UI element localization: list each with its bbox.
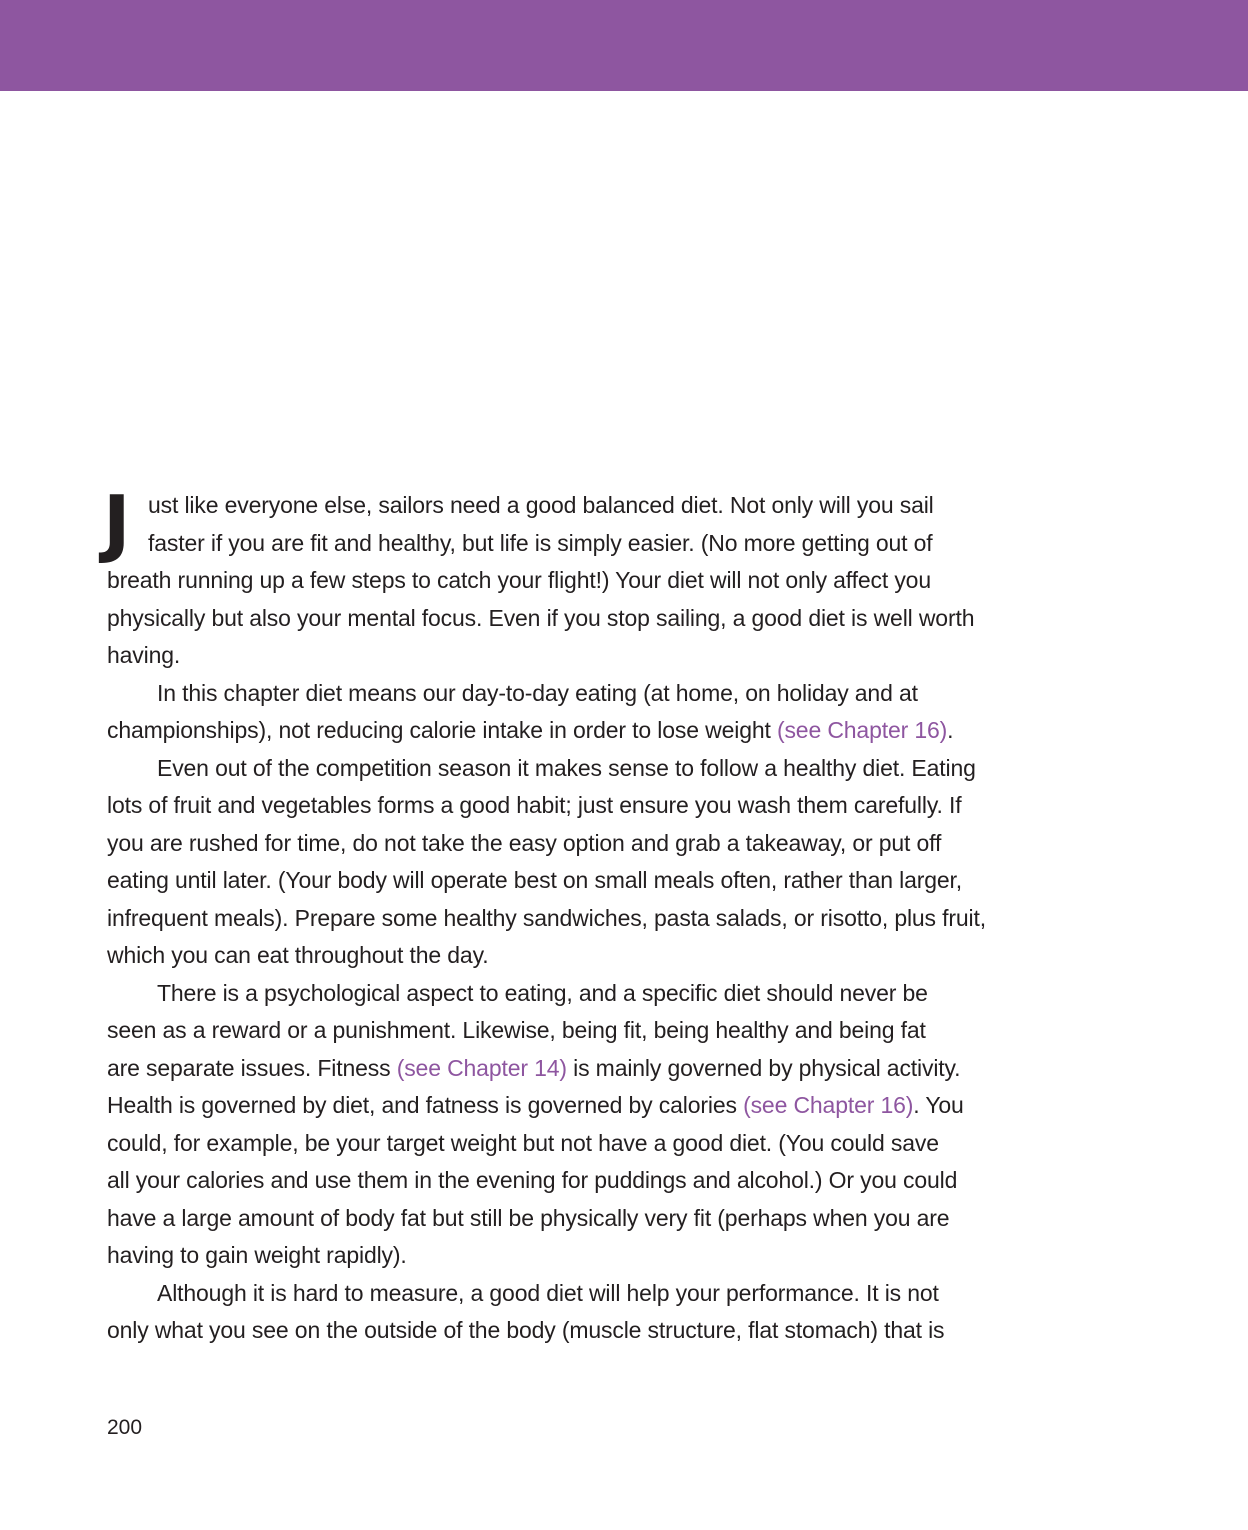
paragraph-5 <box>107 1275 1067 1350</box>
text-line: have a large amount of body fat but still be physically very fit (perhaps when you are <box>107 1204 950 1231</box>
text-segment: . <box>947 717 954 743</box>
drop-cap: J <box>103 480 131 566</box>
text-line: could, for example, be your target weight but not have a good diet. (You could save <box>107 1129 939 1156</box>
text-segment: is mainly governed by physical activity. <box>566 1054 961 1081</box>
text-line: having to gain weight rapidly). <box>107 1242 407 1268</box>
text-line: having. <box>107 642 181 668</box>
text-line: In this chapter diet means our day-to-day eating (at home, on holiday and at <box>157 679 918 706</box>
chapter-16-reference[interactable]: (see Chapter 16) <box>776 717 948 743</box>
paragraph-3 <box>107 750 1067 975</box>
chapter-header-band <box>0 0 1248 91</box>
text-line: all your calories and use them in the evening for puddings and alcohol.) Or you could <box>107 1167 958 1193</box>
text-line: Although it is hard to measure, a good diet will help your performance. It is not <box>157 1279 939 1306</box>
text-line: faster if you are fit and healthy, but life is simply easier. (No more getting out of <box>148 529 933 556</box>
text-segment: are separate issues. Fitness <box>107 1054 397 1081</box>
chapter-14-reference[interactable]: (see Chapter 14) <box>396 1054 567 1081</box>
text-line: There is a psychological aspect to eating, and a specific diet should never be <box>157 979 928 1006</box>
text-line: Even out of the competition season it makes sense to follow a healthy diet. Eating <box>157 754 976 781</box>
chapter-16-reference[interactable]: (see Chapter 16) <box>743 1092 914 1118</box>
page-number: 200 <box>107 1416 143 1439</box>
text-segment: . You <box>913 1092 964 1118</box>
text-line: you are rushed for time, do not take the easy option and grab a takeaway, or put off <box>107 829 942 856</box>
paragraph-4 <box>107 975 1067 1275</box>
paragraph-1 <box>107 487 1067 675</box>
body-text <box>103 480 1067 1350</box>
text-line: seen as a reward or a punishment. Likewise, being fit, being healthy and being fat <box>107 1017 926 1043</box>
text-line: ust like everyone else, sailors need a good balanced diet. Not only will you sail <box>148 492 934 518</box>
text-line: physically but also your mental focus. Even if you stop sailing, a good diet is well worth <box>107 604 975 631</box>
text-line: infrequent meals). Prepare some healthy sandwiches, pasta salads, or risotto, plus fruit, <box>107 904 986 931</box>
paragraph-2 <box>107 675 1067 750</box>
text-line <box>107 1087 1067 1125</box>
text-segment: championships), not reducing calorie intake in order to lose weight <box>107 717 777 743</box>
text-line: eating until later. (Your body will operate best on small meals often, rather than larger, <box>107 867 963 893</box>
text-line <box>107 1050 1067 1088</box>
text-line: which you can eat throughout the day. <box>107 942 489 968</box>
text-line: breath running up a few steps to catch your flight!) Your diet will not only affect you <box>107 567 931 593</box>
text-segment: Health is governed by diet, and fatness is governed by calories <box>107 1092 744 1118</box>
text-line: only what you see on the outside of the body (muscle structure, flat stomach) that is <box>107 1317 945 1343</box>
text-line <box>107 712 1067 750</box>
text-line: lots of fruit and vegetables forms a good habit; just ensure you wash them carefully. If <box>107 792 962 818</box>
